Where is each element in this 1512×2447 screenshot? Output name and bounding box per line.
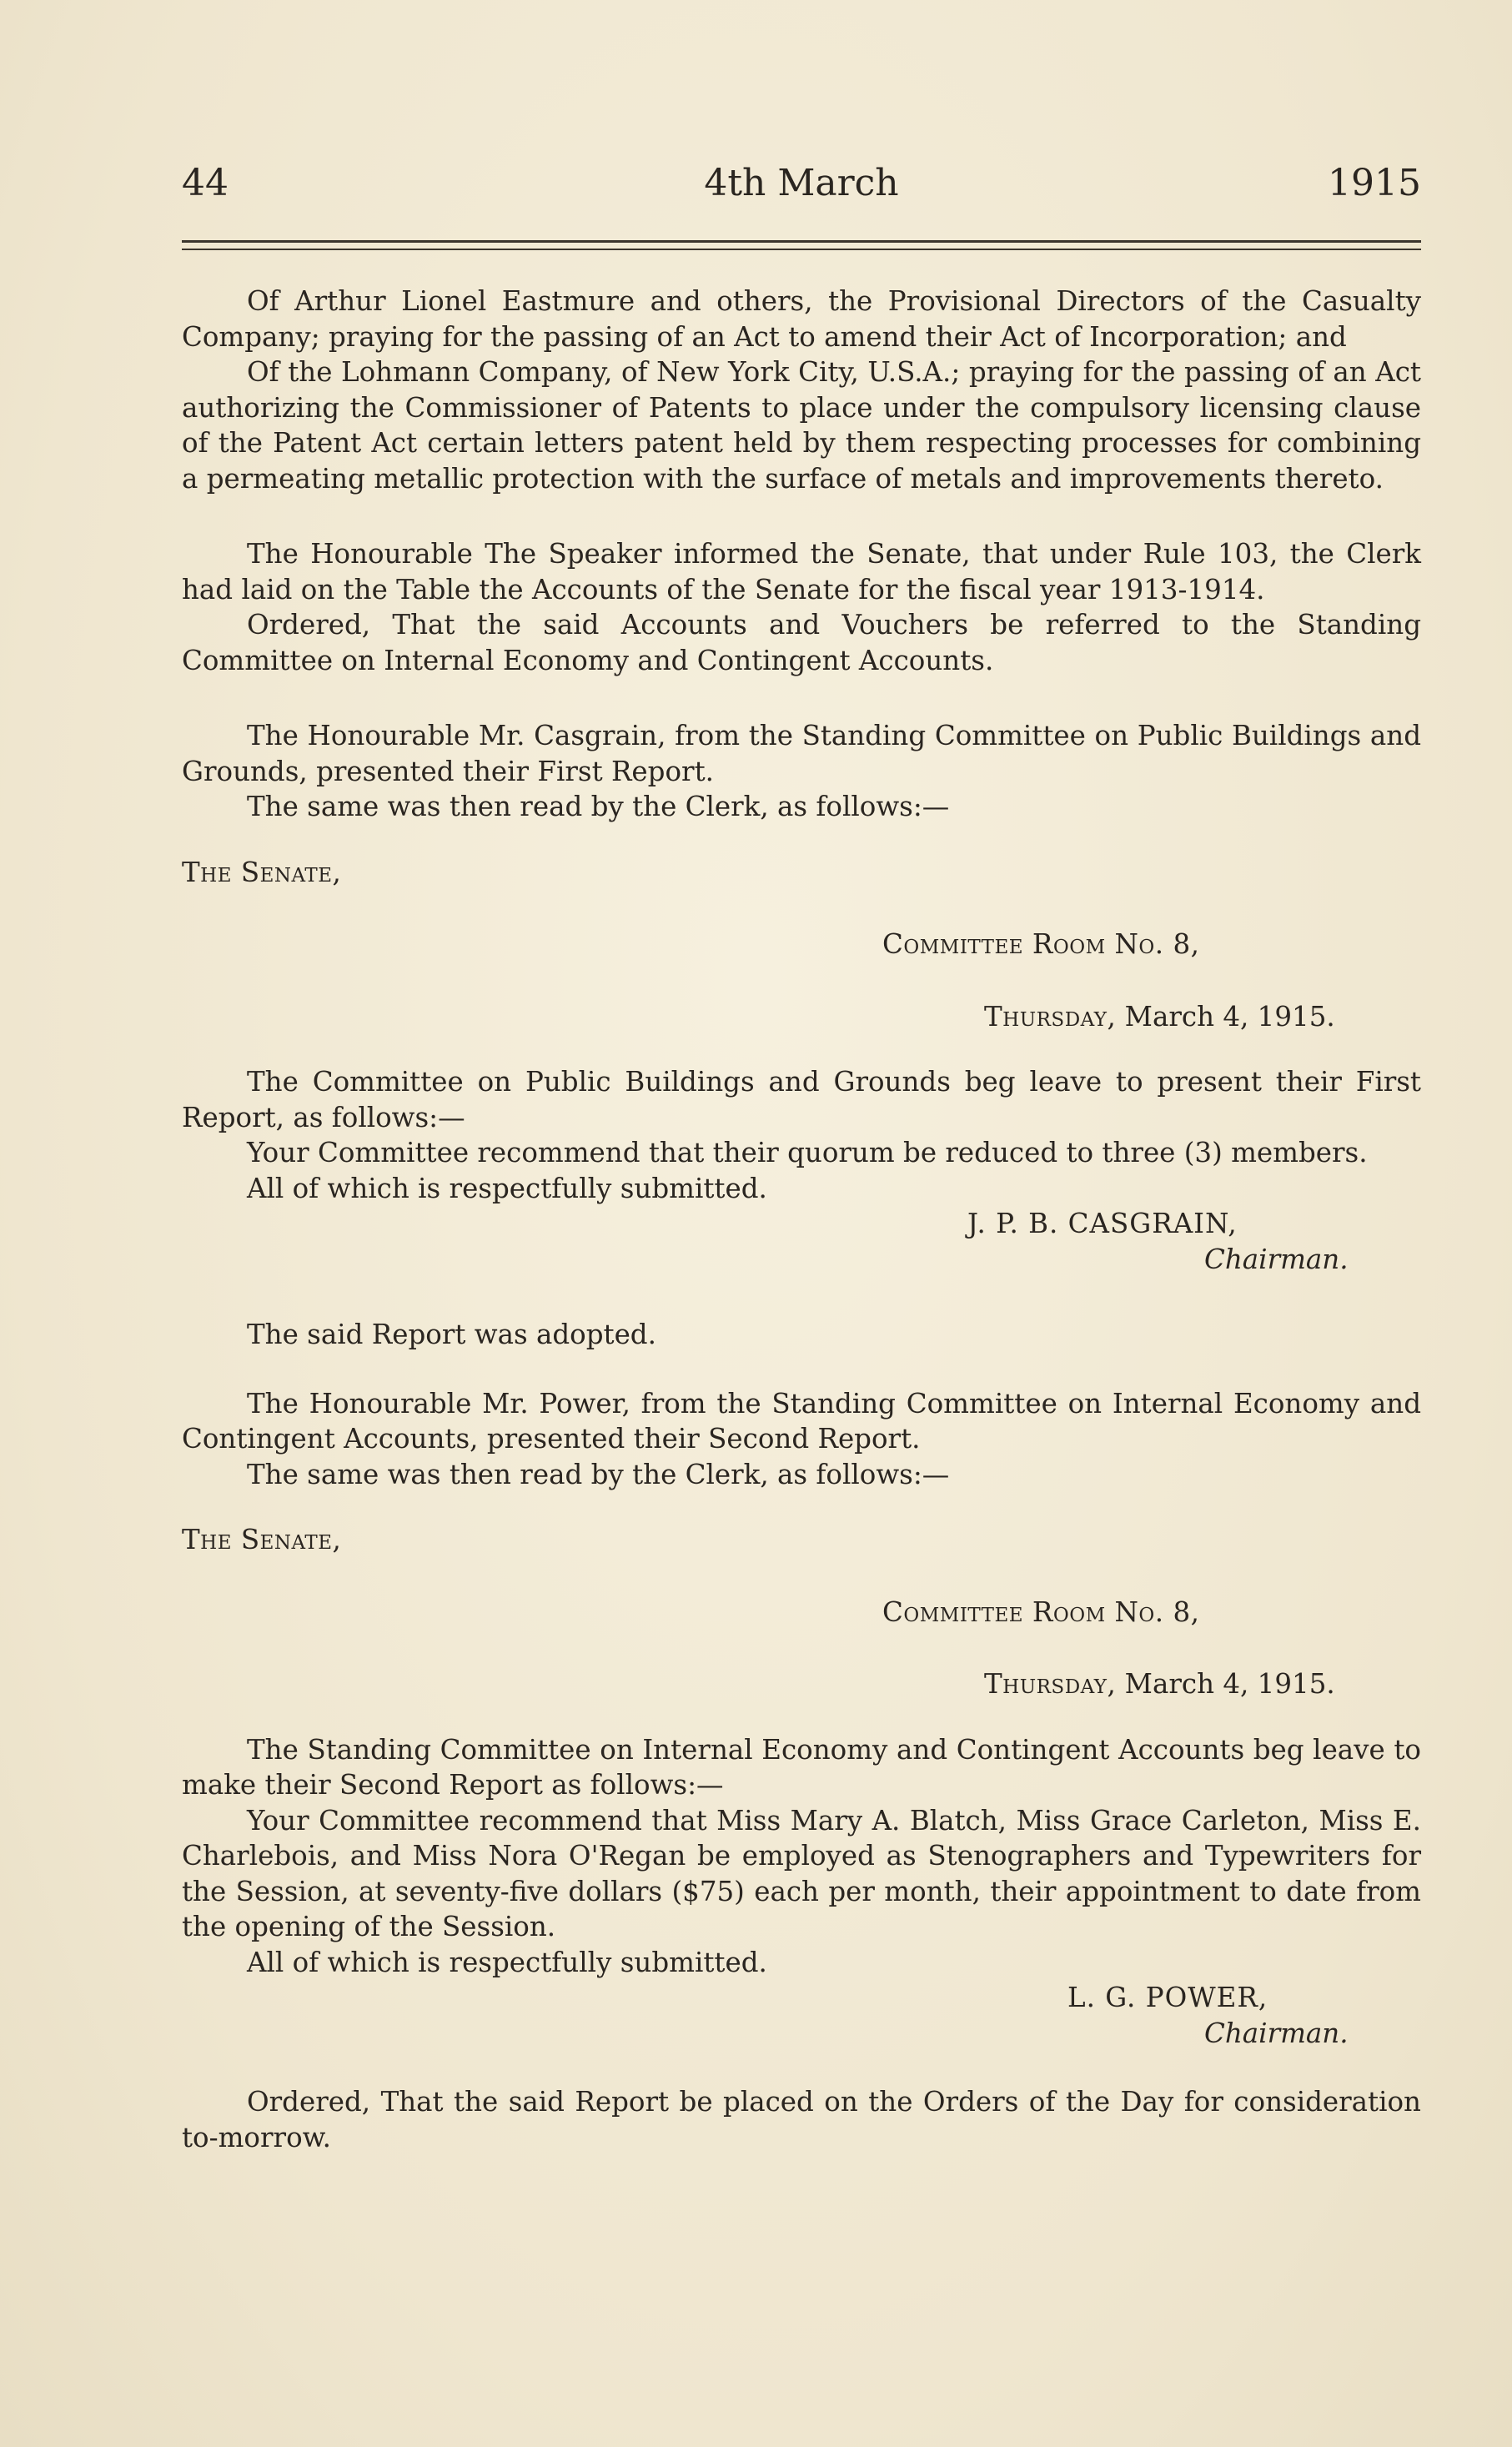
- spacer: [182, 2051, 1421, 2084]
- spacer: [182, 962, 1421, 999]
- page-body: [182, 284, 1421, 2155]
- spacer: [182, 1353, 1421, 1386]
- report1-committee-room: Committee Room No. 8,: [882, 928, 1200, 960]
- spacer: [182, 1702, 1421, 1732]
- spacer: [182, 825, 1421, 855]
- header-date: 4th March: [704, 162, 899, 204]
- order-accounts: Ordered, That the said Accounts and Vouchers be referred to the Standing Committee on Internal Economy and Contingent Accounts.: [182, 609, 1421, 676]
- read-by-clerk-2: The same was then read by the Clerk, as follows:—: [247, 1458, 950, 1490]
- spacer: [182, 678, 1421, 718]
- read-by-clerk-1: The same was then read by the Clerk, as follows:—: [247, 791, 950, 822]
- spacer: [182, 496, 1421, 536]
- spacer: [182, 1277, 1421, 1317]
- report1-date: March 4, 1915.: [1124, 1000, 1335, 1033]
- report2-day: Thursday,: [984, 1668, 1117, 1700]
- report1-submitted: All of which is respectfully submitted.: [247, 1172, 767, 1204]
- spacer: [182, 1492, 1421, 1522]
- page-number: 44: [182, 162, 229, 204]
- spacer: [182, 890, 1421, 927]
- report1-recommendation: Your Committee recommend that their quorum be reduced to three (3) members.: [247, 1137, 1368, 1168]
- report2-committee-room: Committee Room No. 8,: [882, 1595, 1200, 1628]
- power-presentation: The Honourable Mr. Power, from the Standing Committee on Internal Economy and Contingent Accounts, presented their Second Report.: [182, 1387, 1421, 1455]
- order-report-consideration: Ordered, That the said Report be placed on the Orders of the Day for consideration to-morrow.: [182, 2086, 1421, 2153]
- report2-submitted: All of which is respectfully submitted.: [247, 1946, 767, 1978]
- page-header: [182, 158, 1421, 209]
- petition-eastmure: Of Arthur Lionel Eastmure and others, the Provisional Directors of the Casualty Company; praying for the passing of an Act to amend their Act of Incorporation; and: [182, 285, 1421, 353]
- report1-signer-title: Chairman.: [1204, 1243, 1349, 1275]
- report2-dateline: [182, 1666, 1421, 1702]
- speaker-statement: The Honourable The Speaker informed the Senate, that under Rule 103, the Clerk had laid on the Table the Accounts of the Senate for the fiscal year 1913-1914.: [182, 538, 1421, 605]
- spacer: [182, 1630, 1421, 1666]
- report2-intro: The Standing Committee on Internal Economy and Contingent Accounts beg leave to make their Second Report as follows:—: [182, 1733, 1421, 1801]
- report1-senate-heading: The Senate,: [182, 856, 342, 888]
- report2-date: March 4, 1915.: [1124, 1668, 1335, 1700]
- report1-signer: J. P. B. CASGRAIN,: [967, 1208, 1238, 1239]
- report1-day: Thursday,: [984, 1000, 1117, 1033]
- header-year: 1915: [1328, 162, 1421, 204]
- report2-recommendation: Your Committee recommend that Miss Mary A. Blatch, Miss Grace Carleton, Miss E. Charlebois, and Miss Nora O'Regan be employed as Stenographers and Typewriters for the Session, at seventy-five dollars ($75) each per month, their appointment to date from the opening of the Session.: [182, 1804, 1421, 1942]
- report2-signer: L. G. POWER,: [1067, 1982, 1268, 2013]
- casgrain-presentation: The Honourable Mr. Casgrain, from the Standing Committee on Public Buildings and Grounds, presented their First Report.: [182, 720, 1421, 787]
- spacer: [182, 1034, 1421, 1064]
- report1-dateline: [182, 999, 1421, 1035]
- report1-intro: The Committee on Public Buildings and Grounds beg leave to present their First Report, as follows:—: [182, 1066, 1421, 1133]
- header-rule-bottom: [182, 249, 1421, 250]
- header-rule-top: [182, 240, 1421, 243]
- petition-lohmann: Of the Lohmann Company, of New York City, U.S.A.; praying for the passing of an Act authorizing the Commissioner of Patents to place under the compulsory licensing clause of the Patent Act certain letters patent held by them respecting processes for combining a permeating metallic protection with the surface of metals and improvements thereto.: [182, 356, 1421, 495]
- report1-adopted: The said Report was adopted.: [247, 1319, 656, 1350]
- report2-senate-heading: The Senate,: [182, 1524, 342, 1555]
- spacer: [182, 1558, 1421, 1595]
- report2-signer-title: Chairman.: [1204, 2017, 1349, 2049]
